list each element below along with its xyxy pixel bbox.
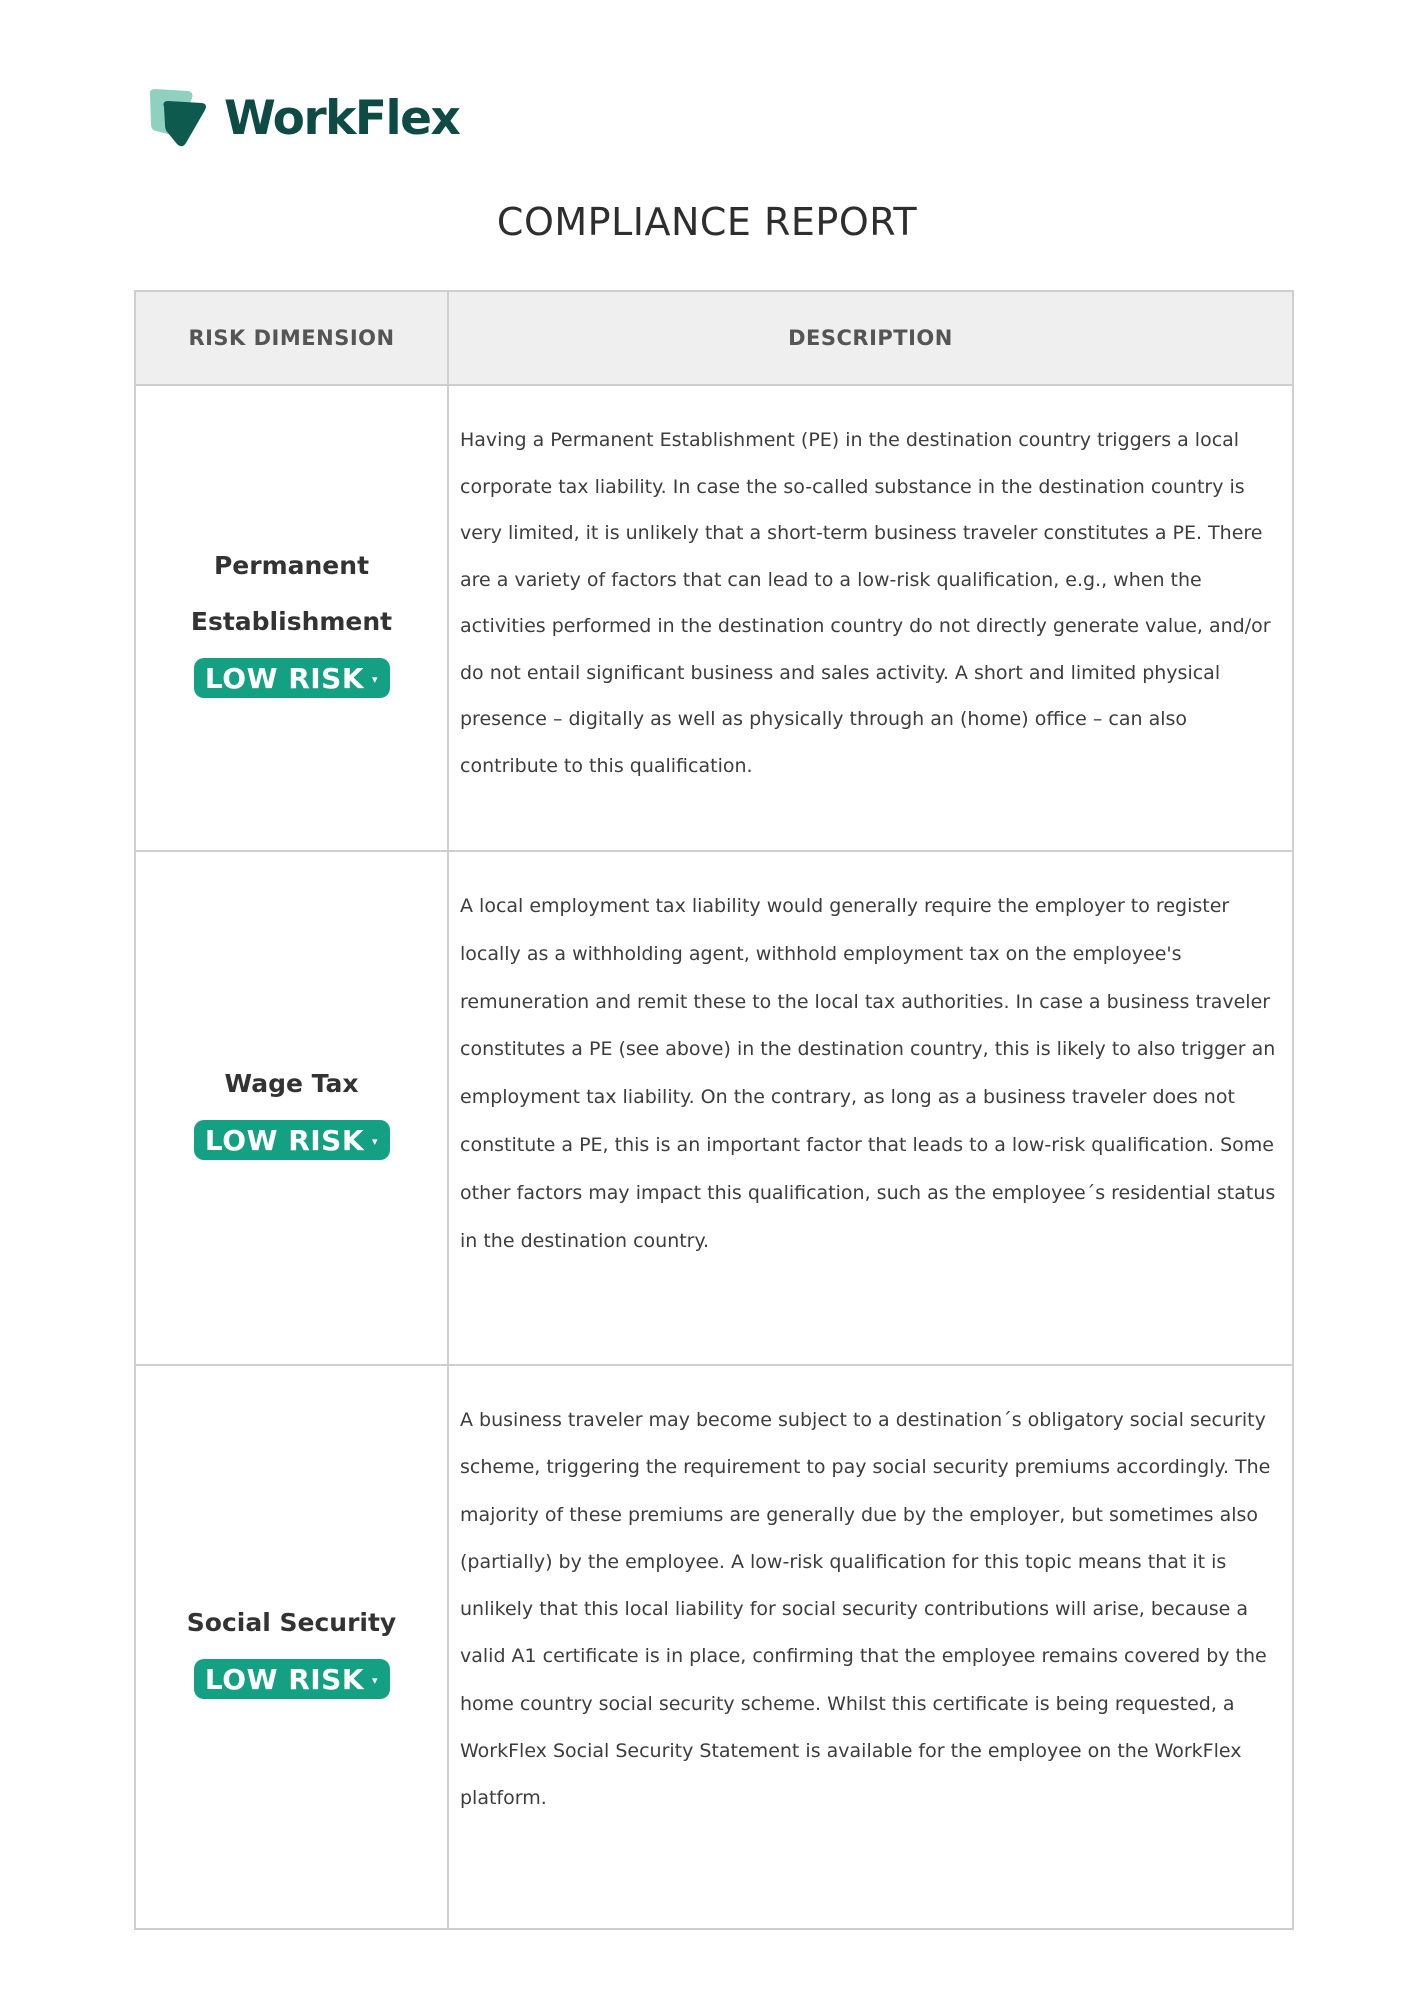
table-row [136, 384, 1292, 850]
risk-level-label: LOW RISK [204, 1662, 365, 1696]
header-risk-dimension: RISK DIMENSION [136, 292, 449, 384]
description-cell [449, 1366, 1292, 1928]
table-row [136, 850, 1292, 1364]
description-cell [449, 386, 1292, 850]
risk-level-label: LOW RISK [204, 661, 365, 695]
risk-level-badge[interactable] [194, 1659, 390, 1699]
header-description: DESCRIPTION [788, 326, 953, 350]
risk-level-badge[interactable] [194, 1120, 390, 1160]
risk-level-badge[interactable] [194, 658, 390, 698]
workflex-logo-icon [146, 87, 212, 149]
table-row [136, 1364, 1292, 1928]
risk-description: A local employment tax liability would generally require the employer to register locally as a withholding agent, withhold employment tax on the employee's remuneration and remit these to the local tax authorities. In case a business traveler constitutes a PE (see above) in the destination country, this is likely to also trigger an employment tax liability. On the contrary, as long as a business traveler does not constitute a PE, this is an important factor that leads to a low-risk qualification. Some other factors may impact this qualification, such as the employee´s residential status in the destination country. [460, 895, 1276, 1252]
risk-dimension-name: Wage Tax [224, 1069, 359, 1098]
chevron-down-icon: ▾ [372, 1134, 379, 1148]
page-title: COMPLIANCE REPORT [496, 200, 918, 244]
risk-level-label: LOW RISK [204, 1123, 365, 1157]
risk-dimension-cell [136, 386, 449, 850]
brand-name: WorkFlex [224, 90, 460, 146]
risk-dimension-name: Social Security [186, 1608, 397, 1637]
description-cell [449, 852, 1292, 1364]
risk-description: A business traveler may become subject to a destination´s obligatory social security scheme, triggering the requirement to pay social security premiums accordingly. The majority of these premiums are generally due by the employer, but sometimes also (partially) by the employee. A low-risk qualification for this topic means that it is unlikely that this local liability for social security contributions will arise, because a valid A1 certificate is in place, confirming that the employee remains covered by the home country social security scheme. Whilst this certificate is being requested, a WorkFlex Social Security Statement is available for the employee on the WorkFlex platform. [460, 1409, 1271, 1810]
compliance-table [134, 290, 1294, 1930]
brand-logo [146, 86, 459, 150]
risk-dimension-name: Permanent Establishment [190, 551, 393, 636]
risk-dimension-cell [136, 1366, 449, 1928]
risk-description: Having a Permanent Establishment (PE) in the destination country triggers a local corporate tax liability. In case the so-called substance in the destination country is very limited, it is unlikely that a short-term business traveler constitutes a PE. There are a variety of factors that can lead to a low-risk qualification, e.g., when the activities performed in the destination country do not directly generate value, and/or do not entail significant business and sales activity. A short and limited physical presence – digitally as well as physically through an (home) office – can also contribute to this qualification. [460, 429, 1271, 777]
risk-dimension-cell [136, 852, 449, 1364]
chevron-down-icon: ▾ [372, 1673, 379, 1687]
chevron-down-icon: ▾ [372, 672, 379, 686]
table-header-row [136, 292, 1292, 384]
